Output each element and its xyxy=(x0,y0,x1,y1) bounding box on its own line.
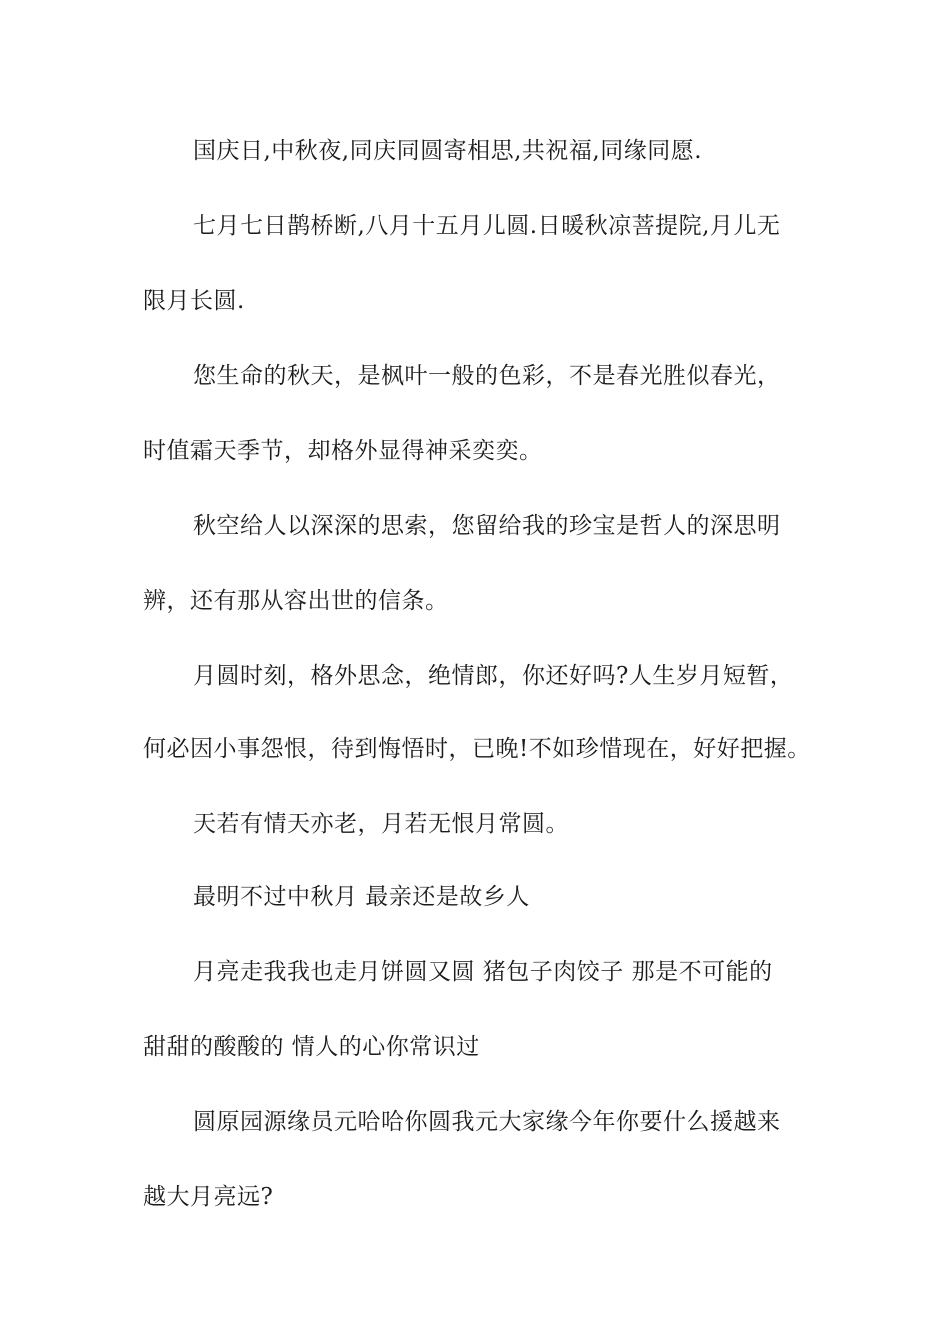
paragraph-line-9: 何必因小事怨恨，待到悔悟时，已晚!不如珍惜现在，好好把握。 xyxy=(143,736,811,762)
paragraph-line-13: 甜甜的酸酸的 情人的心你常识过 xyxy=(143,1034,480,1060)
paragraph-line-12: 月亮走我我也走月饼圆又圆 猪包子肉饺子 那是不可能的 xyxy=(193,959,773,985)
paragraph-line-8: 月圆时刻，格外思念，绝情郎，你还好吗?人生岁月短暂， xyxy=(193,663,794,689)
paragraph-line-10: 天若有情天亦老，月若无恨月常圆。 xyxy=(193,811,569,837)
paragraph-line-4: 您生命的秋天，是枫叶一般的色彩，不是春光胜似春光， xyxy=(193,363,781,389)
paragraph-line-3: 限月长圆. xyxy=(143,288,245,314)
paragraph-line-14: 圆原园源缘员元哈哈你圆我元大家缘今年你要什么援越来 xyxy=(193,1109,781,1135)
paragraph-line-7: 辨，还有那从容出世的信条。 xyxy=(143,588,449,614)
paragraph-line-1: 国庆日,中秋夜,同庆同圆寄相思,共祝福,同缘同愿. xyxy=(193,138,703,164)
paragraph-line-5: 时值霜天季节，却格外显得神采奕奕。 xyxy=(143,438,543,464)
paragraph-line-6: 秋空给人以深深的思索，您留给我的珍宝是哲人的深思明 xyxy=(193,513,781,539)
paragraph-line-15: 越大月亮远? xyxy=(143,1184,274,1210)
paragraph-line-11: 最明不过中秋月 最亲还是故乡人 xyxy=(193,884,530,910)
paragraph-line-2: 七月七日鹊桥断,八月十五月儿圆.日暖秋凉菩提院,月儿无 xyxy=(193,213,781,239)
